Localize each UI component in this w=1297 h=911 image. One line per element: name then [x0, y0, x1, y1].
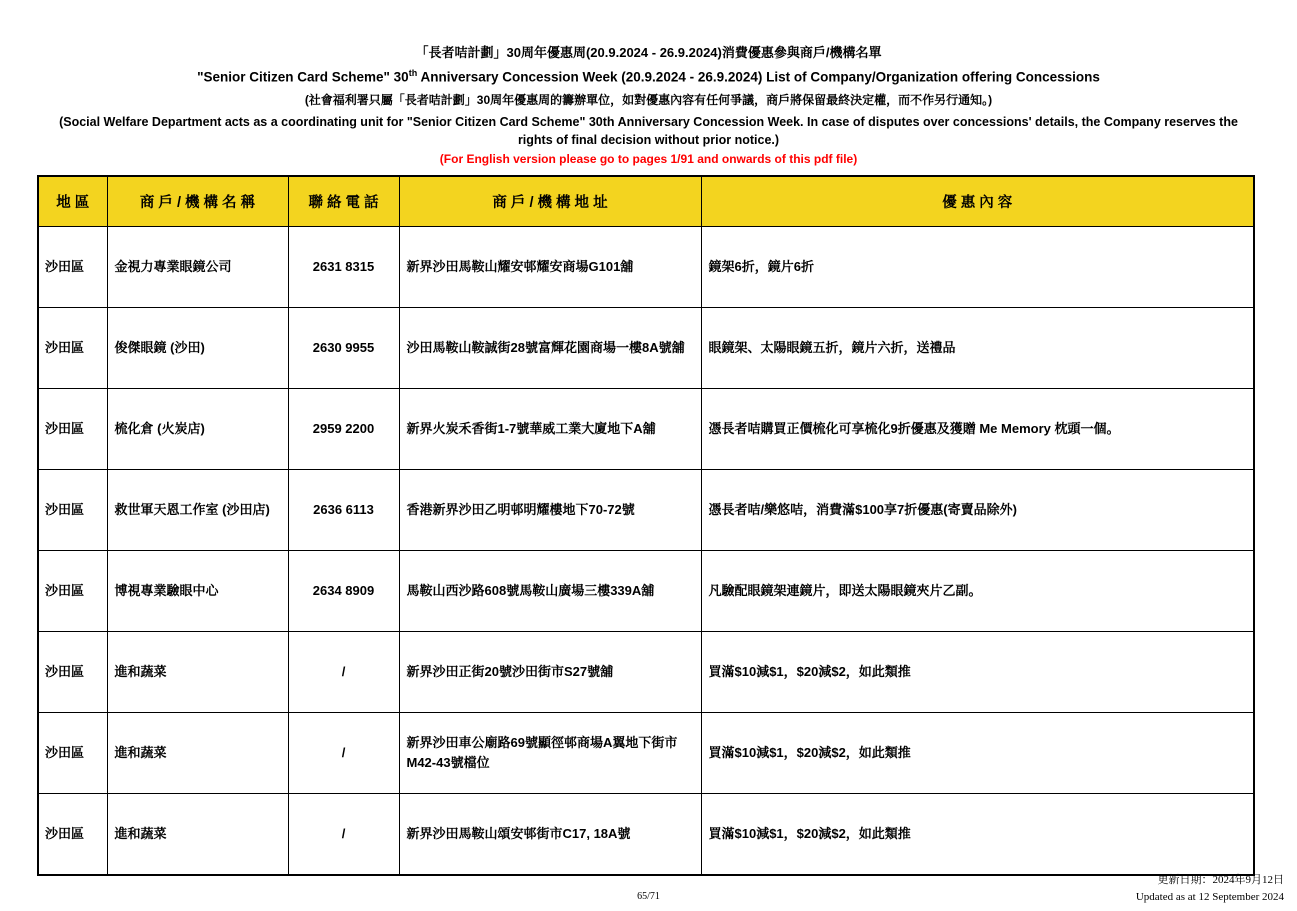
title-english	[0, 68, 1297, 85]
note-chinese: (社會福利署只屬「長者咭計劃」30周年優惠周的籌辦單位，如對優惠內容有任何爭議，商戶將保留最終決定權，而不作另行通知。)	[304, 92, 993, 107]
updated-date-block	[1136, 872, 1284, 905]
column-header-address: 商 戶 / 機 構 地 址	[399, 176, 701, 227]
table-row	[38, 550, 1254, 631]
cell-address: 新界火炭禾香街1-7號華威工業大廈地下A舖	[399, 388, 701, 469]
cell-phone: 2636 6113	[288, 469, 399, 550]
cell-company-name: 俊傑眼鏡 (沙田)	[107, 307, 288, 388]
table-row	[38, 631, 1254, 712]
cell-address: 新界沙田正街20號沙田街市S27號舖	[399, 631, 701, 712]
cell-company-name: 進和蔬菜	[107, 631, 288, 712]
cell-company-name: 進和蔬菜	[107, 793, 288, 875]
cell-address: 馬鞍山西沙路608號馬鞍山廣場三樓339A舖	[399, 550, 701, 631]
table-row	[38, 469, 1254, 550]
title-english-pre: "Senior Citizen Card Scheme" 30	[197, 69, 409, 85]
cell-concession: 買滿$10減$1，$20減$2，如此類推	[701, 712, 1254, 793]
cell-phone: /	[288, 793, 399, 875]
cell-district: 沙田區	[38, 550, 107, 631]
cell-phone: 2634 8909	[288, 550, 399, 631]
table-header	[38, 176, 1254, 227]
cell-company-name: 博視專業驗眼中心	[107, 550, 288, 631]
cell-concession: 買滿$10減$1，$20減$2，如此類推	[701, 793, 1254, 875]
updated-date-english: Updated as at 12 September 2024	[1135, 890, 1284, 903]
title-english-ordinal: th	[408, 68, 418, 78]
cell-company-name: 金視力專業眼鏡公司	[107, 226, 288, 307]
cell-phone: 2631 8315	[288, 226, 399, 307]
cell-district: 沙田區	[38, 793, 107, 875]
table-row	[38, 226, 1254, 307]
cell-address: 沙田馬鞍山鞍誠街28號富輝花園商場一樓8A號舖	[399, 307, 701, 388]
column-header-concession: 優 惠 內 容	[701, 176, 1254, 227]
cell-company-name: 救世軍天恩工作室 (沙田店)	[107, 469, 288, 550]
table-row	[38, 388, 1254, 469]
cell-concession: 鏡架6折，鏡片6折	[701, 226, 1254, 307]
title-chinese: 「長者咭計劃」30周年優惠周(20.9.2024 - 26.9.2024)消費優惠參與商戶/機構名單	[415, 45, 882, 60]
cell-concession: 凡驗配眼鏡架連鏡片，即送太陽眼鏡夾片乙副。	[701, 550, 1254, 631]
page-number: 65/71	[637, 891, 660, 902]
cell-district: 沙田區	[38, 712, 107, 793]
note-english-version-red: (For English version please go to pages 1/91 and onwards of this pdf file)	[439, 151, 858, 166]
cell-address: 香港新界沙田乙明邨明耀樓地下70-72號	[399, 469, 701, 550]
table-row	[38, 793, 1254, 875]
column-header-district: 地 區	[38, 176, 107, 227]
column-header-name: 商 戶 / 機 構 名 稱	[107, 176, 288, 227]
cell-company-name: 進和蔬菜	[107, 712, 288, 793]
updated-date-chinese: 更新日期：2024年9月12日	[1157, 874, 1284, 886]
cell-address: 新界沙田馬鞍山耀安邨耀安商場G101舖	[399, 226, 701, 307]
cell-company-name: 梳化倉 (火炭店)	[107, 388, 288, 469]
cell-concession: 憑長者咭/樂悠咭，消費滿$100享7折優惠(寄賣品除外)	[701, 469, 1254, 550]
cell-address: 新界沙田馬鞍山頌安邨街市C17, 18A號	[399, 793, 701, 875]
cell-district: 沙田區	[38, 307, 107, 388]
column-header-phone: 聯 絡 電 話	[288, 176, 399, 227]
cell-address: 新界沙田車公廟路69號顯徑邨商場A翼地下街市M42-43號檔位	[399, 712, 701, 793]
cell-phone: 2959 2200	[288, 388, 399, 469]
cell-district: 沙田區	[38, 631, 107, 712]
cell-district: 沙田區	[38, 388, 107, 469]
cell-district: 沙田區	[38, 226, 107, 307]
title-english-post: Anniversary Concession Week (20.9.2024 - 26.9.2024) List of Company/Organization offering Concessions	[417, 69, 1100, 85]
cell-phone: /	[288, 712, 399, 793]
cell-concession: 買滿$10減$1，$20減$2，如此類推	[701, 631, 1254, 712]
document-header	[0, 0, 1297, 166]
table-body	[38, 226, 1254, 875]
concessions-table	[37, 175, 1255, 876]
cell-district: 沙田區	[38, 469, 107, 550]
note-english: (Social Welfare Department acts as a coordinating unit for "Senior Citizen Card Scheme" 30th Anniversary Concession Week. In case of disputes over concessions' details, the Company reserves the rights of final decision without prior notice.)	[59, 114, 1238, 147]
table-row	[38, 307, 1254, 388]
cell-concession: 憑長者咭購買正價梳化可享梳化9折優惠及獲贈 Me Memory 枕頭一個。	[701, 388, 1254, 469]
cell-concession: 眼鏡架、太陽眼鏡五折，鏡片六折，送禮品	[701, 307, 1254, 388]
cell-phone: /	[288, 631, 399, 712]
table-row	[38, 712, 1254, 793]
table-header-row	[38, 176, 1254, 227]
cell-phone: 2630 9955	[288, 307, 399, 388]
